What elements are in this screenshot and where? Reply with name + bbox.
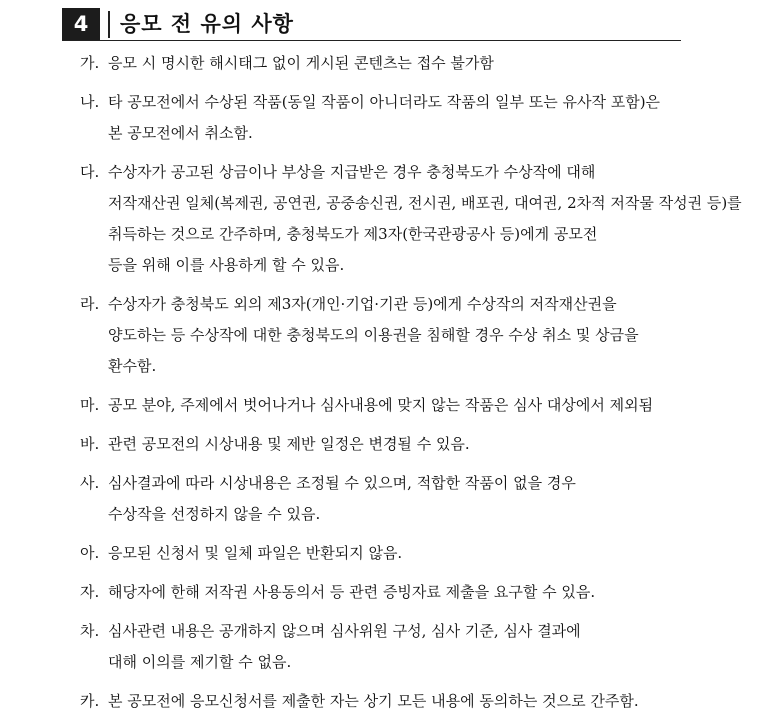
notice-item-marker: 마. [80,396,100,414]
notice-item-marker: 자. [80,583,100,601]
notice-list [80,48,742,725]
notice-item-line: 응모 시 명시한 해시태그 없이 게시된 콘텐츠는 접수 불가함 [108,54,494,72]
notice-item [80,538,705,569]
notice-item-line: 본 공모전에서 취소함. [108,124,253,142]
notice-item-line: 수상자가 충청북도 외의 제3자(개인·기업·기관 등)에게 수상작의 저작재산권을 [108,295,617,313]
notice-item-text [108,616,705,678]
notice-item [80,429,705,460]
notice-item-line: 본 공모전에 응모신청서를 제출한 자는 상기 모든 내용에 동의하는 것으로 간주함. [108,692,639,710]
notice-item-text [108,289,705,382]
notice-item-text [108,48,705,79]
notice-item-text [108,429,705,460]
notice-item-line: 수상자가 공고된 상금이나 부상을 지급받은 경우 충청북도가 수상작에 대해 [108,163,596,181]
notice-item [80,48,705,79]
notice-item-line: 저작재산권 일체(복제권, 공연권, 공중송신권, 전시권, 배포권, 대여권, 2차적 저작물 작성권 등)를 [108,194,742,212]
notice-item-marker: 아. [80,544,100,562]
notice-item-text [108,577,705,608]
notice-item-line: 환수함. [108,357,157,375]
notice-item-marker: 바. [80,435,100,453]
section-title: 응모 전 유의 사항 [120,12,294,36]
notice-item-line: 응모된 신청서 및 일체 파일은 반환되지 않음. [108,544,403,562]
notice-item-text [108,468,705,530]
section-header [62,8,681,41]
notice-item-text [108,87,705,149]
notice-item [80,289,705,382]
notice-item-line: 양도하는 등 수상작에 대한 충청북도의 이용권을 침해할 경우 수상 취소 및 상금을 [108,326,639,344]
notice-item-text [108,538,705,569]
notice-item-text [108,157,742,281]
notice-item-text [108,390,705,421]
notice-item-line: 대해 이의를 제기할 수 없음. [108,653,292,671]
notice-item-line: 심사관련 내용은 공개하지 않으며 심사위원 구성, 심사 기준, 심사 결과에 [108,622,581,640]
notice-item-marker: 카. [80,692,100,710]
notice-item-line: 타 공모전에서 수상된 작품(동일 작품이 아니더라도 작품의 일부 또는 유사작 포함)은 [108,93,661,111]
notice-item-marker: 나. [80,93,100,111]
notice-item [80,577,705,608]
notice-item [80,390,705,421]
notice-item-line: 등을 위해 이를 사용하게 할 수 있음. [108,256,345,274]
notice-item [80,616,705,678]
notice-item [80,87,705,149]
notice-item-marker: 라. [80,295,100,313]
notice-item [80,468,705,530]
notice-item-marker: 가. [80,54,100,72]
notice-item-line: 공모 분야, 주제에서 벗어나거나 심사내용에 맞지 않는 작품은 심사 대상에서 제외됨 [108,396,654,414]
notice-item-line: 심사결과에 따라 시상내용은 조정될 수 있으며, 적합한 작품이 없을 경우 [108,474,576,492]
notice-item-line: 취득하는 것으로 간주하며, 충청북도가 제3자(한국관광공사 등)에게 공모전 [108,225,598,243]
section-header-divider [108,11,110,38]
notice-item-text [108,686,705,717]
notice-item-line: 수상작을 선정하지 않을 수 있음. [108,505,321,523]
notice-item-marker: 다. [80,163,100,181]
notice-item-line: 관련 공모전의 시상내용 및 제반 일정은 변경될 수 있음. [108,435,470,453]
section-number-badge: 4 [62,8,100,40]
notice-item [80,157,742,281]
notice-item-marker: 차. [80,622,100,640]
notice-item-marker: 사. [80,474,100,492]
notice-item-line: 해당자에 한해 저작권 사용동의서 등 관련 증빙자료 제출을 요구할 수 있음. [108,583,596,601]
notice-item [80,686,705,717]
